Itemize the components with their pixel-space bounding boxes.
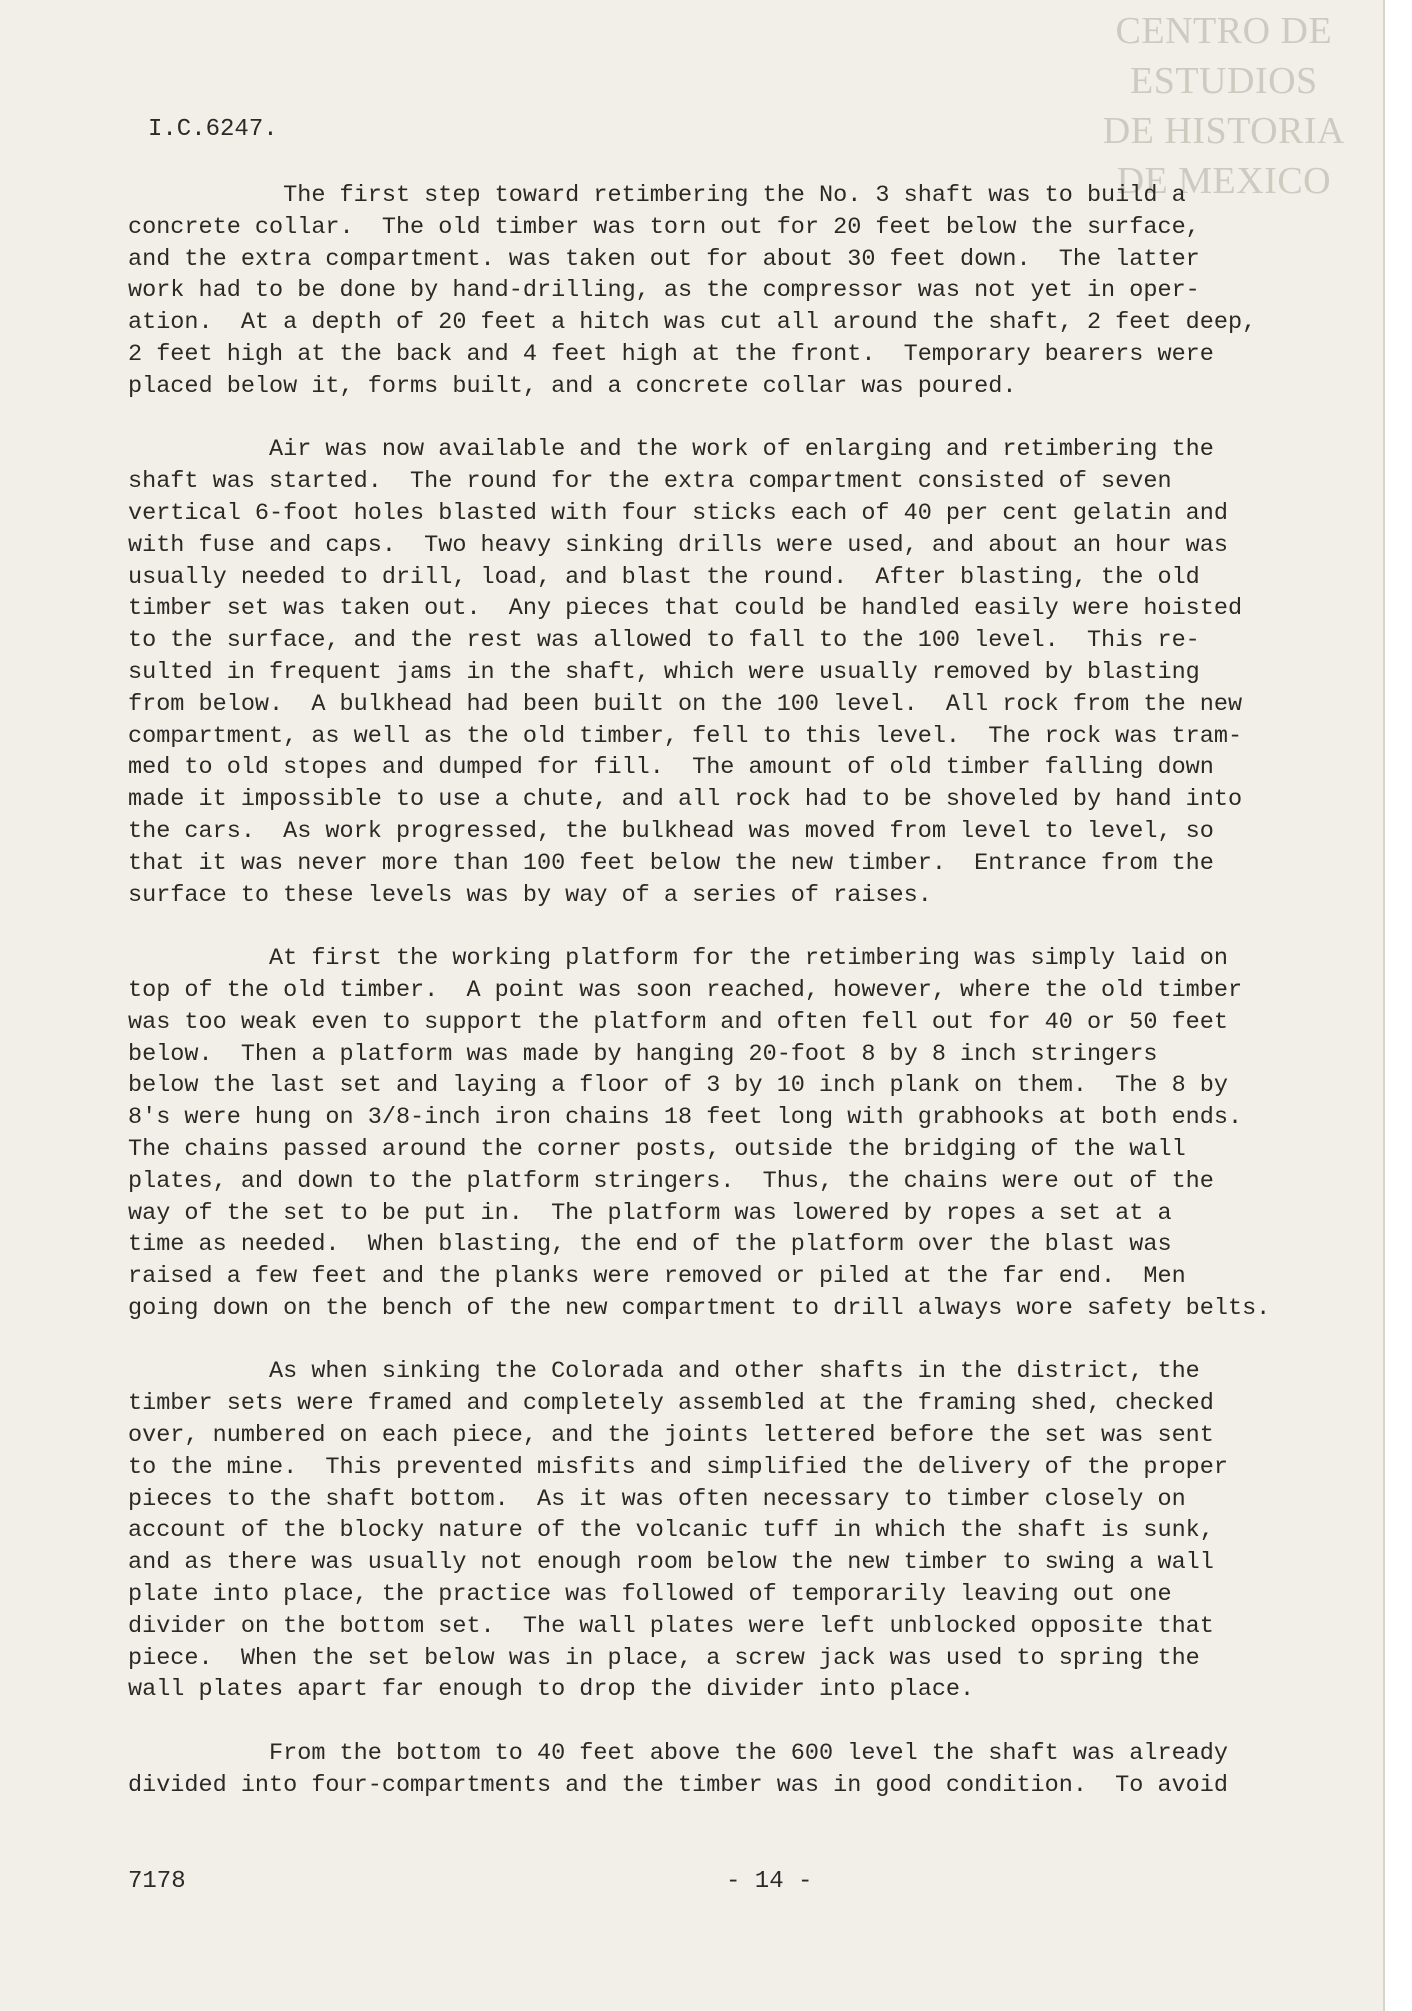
text-line: work had to be done by hand-drilling, as the compressor was not yet in oper-	[128, 277, 1200, 305]
scan-edge	[1385, 0, 1412, 2011]
text-line: piece. When the set below was in place, a screw jack was used to spring the	[128, 1644, 1200, 1672]
text-line: 8's were hung on 3/8-inch iron chains 18 feet long with grabhooks at both ends.	[128, 1104, 1243, 1132]
text-line: 2 feet high at the back and 4 feet high at the front. Temporary bearers were	[128, 340, 1214, 368]
footer-doc-number: 7178	[128, 1868, 186, 1895]
text-line: to the mine. This prevented misfits and simplified the delivery of the proper	[128, 1453, 1228, 1481]
text-line: below the last set and laying a floor of 3 by 10 inch plank on them. The 8 by	[128, 1072, 1228, 1100]
text-line: top of the old timber. A point was soon reached, however, where the old timber	[128, 976, 1243, 1004]
text-line: with fuse and caps. Two heavy sinking drills were used, and about an hour was	[128, 531, 1228, 559]
text-line: the cars. As work progressed, the bulkhead was moved from level to level, so	[128, 817, 1214, 845]
text-line: that it was never more than 100 feet below the new timber. Entrance from the	[128, 849, 1214, 877]
text-line: way of the set to be put in. The platform was lowered by ropes a set at a	[128, 1199, 1172, 1227]
text-line: ation. At a depth of 20 feet a hitch was cut all around the shaft, 2 feet deep,	[128, 309, 1257, 337]
text-line: wall plates apart far enough to drop the divider into place.	[128, 1676, 975, 1704]
text-line: As when sinking the Colorada and other shafts in the district, the	[128, 1358, 1200, 1386]
text-line: was too weak even to support the platform and often fell out for 40 or 50 feet	[128, 1008, 1228, 1036]
text-line: made it impossible to use a chute, and all rock had to be shoveled by hand into	[128, 786, 1243, 814]
text-line: plates, and down to the platform stringers. Thus, the chains were out of the	[128, 1167, 1214, 1195]
text-line: At first the working platform for the retimbering was simply laid on	[128, 945, 1228, 973]
text-line: placed below it, forms built, and a concrete collar was poured.	[128, 372, 1017, 400]
text-line: surface to these levels was by way of a series of raises.	[128, 881, 932, 909]
text-line: The first step toward retimbering the No. 3 shaft was to build a	[128, 182, 1186, 209]
text-line: med to old stopes and dumped for fill. The amount of old timber falling down	[128, 754, 1214, 782]
text-line: over, numbered on each piece, and the joints lettered before the set was sent	[128, 1422, 1214, 1450]
text-line: from below. A bulkhead had been built on the 100 level. All rock from the new	[128, 690, 1243, 718]
text-line: going down on the bench of the new compartment to drill always wore safety belts.	[128, 1294, 1271, 1322]
footer-page-number: - 14 -	[726, 1868, 813, 1895]
text-line: usually needed to drill, load, and blast the round. After blasting, the old	[128, 563, 1200, 591]
text-line: sulted in frequent jams in the shaft, which were usually removed by blasting	[128, 658, 1200, 686]
text-line: time as needed. When blasting, the end of the platform over the blast was	[128, 1231, 1172, 1259]
watermark-line: DE HISTORIA	[1102, 110, 1345, 152]
text-line: and the extra compartment. was taken out for about 30 feet down. The latter	[128, 245, 1200, 273]
watermark-line: DE MEXICO	[1116, 160, 1332, 202]
archive-watermark	[1103, 6, 1345, 206]
document-body	[128, 180, 1398, 1802]
text-line: timber sets were framed and completely assembled at the framing shed, checked	[128, 1390, 1214, 1418]
text-line: compartment, as well as the old timber, fell to this level. The rock was tram-	[128, 722, 1243, 750]
text-line: divided into four-compartments and the timber was in good condition. To avoid	[128, 1771, 1228, 1799]
paragraph	[128, 180, 1398, 403]
text-line: Air was now available and the work of enlarging and retimbering the	[128, 436, 1214, 464]
text-line: vertical 6-foot holes blasted with four sticks each of 40 per cent gelatin and	[128, 499, 1228, 527]
paragraph	[128, 1738, 1398, 1802]
paragraph	[128, 434, 1398, 911]
paragraph	[128, 1356, 1398, 1706]
text-line: and as there was usually not enough room below the new timber to swing a wall	[128, 1549, 1214, 1577]
text-line: timber set was taken out. Any pieces that could be handled easily were hoisted	[128, 595, 1243, 623]
text-line: to the surface, and the rest was allowed to fall to the 100 level. This re-	[128, 627, 1200, 655]
text-line: raised a few feet and the planks were removed or piled at the far end. Men	[128, 1263, 1186, 1291]
paragraph	[128, 943, 1398, 1325]
text-line: pieces to the shaft bottom. As it was often necessary to timber closely on	[128, 1485, 1186, 1513]
text-line: The chains passed around the corner posts, outside the bridging of the wall	[128, 1135, 1186, 1163]
watermark-line: ESTUDIOS	[1130, 60, 1318, 102]
text-line: divider on the bottom set. The wall plates were left unblocked opposite that	[128, 1612, 1214, 1640]
text-line: below. Then a platform was made by hanging 20-foot 8 by 8 inch stringers	[128, 1040, 1158, 1068]
document-code: I.C.6247.	[148, 116, 278, 143]
watermark-line: CENTRO DE	[1115, 10, 1333, 52]
text-line: plate into place, the practice was followed of temporarily leaving out one	[128, 1581, 1172, 1609]
text-line: From the bottom to 40 feet above the 600 level the shaft was already	[128, 1740, 1228, 1768]
text-line: concrete collar. The old timber was torn out for 20 feet below the surface,	[128, 213, 1200, 241]
text-line: shaft was started. The round for the extra compartment consisted of seven	[128, 468, 1172, 496]
text-line: account of the blocky nature of the volcanic tuff in which the shaft is sunk,	[128, 1517, 1214, 1545]
